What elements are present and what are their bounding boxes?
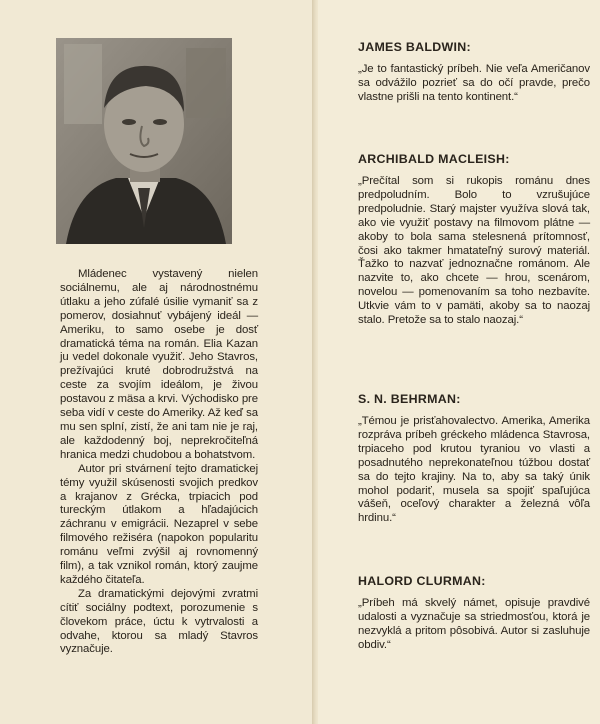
description-paragraph-1: Mládenec vystavený nielen sociálnemu, ale aj národnostnému útlaku a jeho zúfalé úsilie vymaniť sa z pomerov, dosiahnuť vybájený ideál — Ameriku, to samo osebe je dosť dramatická téma na román. Elia Kazan ju vedel dokonale využiť. Jeho Stavros, prežívajúci kruté dobrodružstvá na ceste za svojím ideálom, je živou postavou z mäsa a krvi. Východisko pre seba vidí v ceste do Ameriky. Až keď sa mu sen splní, zistí, že ani tam nie je raj, ale každodenný boj, neprekročiteľná hranica medzi chudobou a bohatstvom. (60, 268, 258, 461)
quote-behrman (358, 392, 590, 526)
author-photo (56, 38, 232, 244)
quote-author: S. N. BEHRMAN: (358, 392, 461, 406)
author-portrait (56, 38, 232, 244)
book-description (60, 268, 258, 657)
quote-text: „Príbeh má skvelý námet, opisuje pravdivé udalosti a vyznačuje sa striedmosťou, ktorá je nezvyklá a pritom pôsobivá. Autor si zasluhuje obdiv.“ (358, 597, 590, 651)
quote-baldwin (358, 40, 590, 105)
description-paragraph-2: Autor pri stvárnení tejto dramatickej témy využil skúsenosti svojich predkov a krajanov z Grécka, trpiacich pod tureckým útlakom a hľadajúcich záchranu v emigrácii. Nezaprel v sebe filmového režiséra (napokon popularitu románu veľmi zvýšil aj rovnomenný film), a tak vznikol román, ktorý zaujme každého čitateľa. (60, 462, 258, 586)
quote-author: HALORD CLURMAN: (358, 574, 486, 588)
quote-text: „Je to fantastický príbeh. Nie veľa Američanov sa odvážilo pozrieť sa do očí pravde, prečo vlastne prišli na tento kontinent.“ (358, 63, 590, 103)
description-paragraph-3: Za dramatickými dejovými zvratmi cítiť sociálny podtext, porozumenie s človekom práce, úctu k vytrvalosti a odvahe, ktorou sa mladý Stavros vyznačuje. (60, 587, 258, 656)
quote-text: „Prečítal som si rukopis románu dnes predpoludním. Bolo to vzrušujúce predpoludnie. Starý majster využíva slová tak, ako vie využiť postavy na filmovom plátne — akoby to bola sama stelesnená prítomnosť, čosi ako takmer hmatateľný surový materiál. Ťažko to nazvať jednoznačne románom. Ale nazvite to, ako chcete — hrou, scenárom, novelou — pomenovaním sa toho nezbavíte. Utkvie vám to v pamäti, akoby sa to naozaj stalo. Pretože sa to stalo naozaj.“ (358, 175, 590, 327)
quote-macleish (358, 152, 590, 328)
quote-text: „Témou je prisťahovalectvo. Amerika, Amerika rozpráva príbeh gréckeho mládenca Stavrosa, trpiaceho pod krutou tyraniou vo vlasti a posadnutého neprekonateľnou túžbou dostať sa do tejto krajiny. Na to, aby sa taký únik mohol podariť, musela sa spojiť spaľujúca vášeň, oceľový charakter a železná vôľa hrdinu.“ (358, 415, 590, 525)
quote-author: JAMES BALDWIN: (358, 40, 471, 54)
quote-clurman (358, 574, 590, 653)
quote-author: ARCHIBALD MACLEISH: (358, 152, 510, 166)
